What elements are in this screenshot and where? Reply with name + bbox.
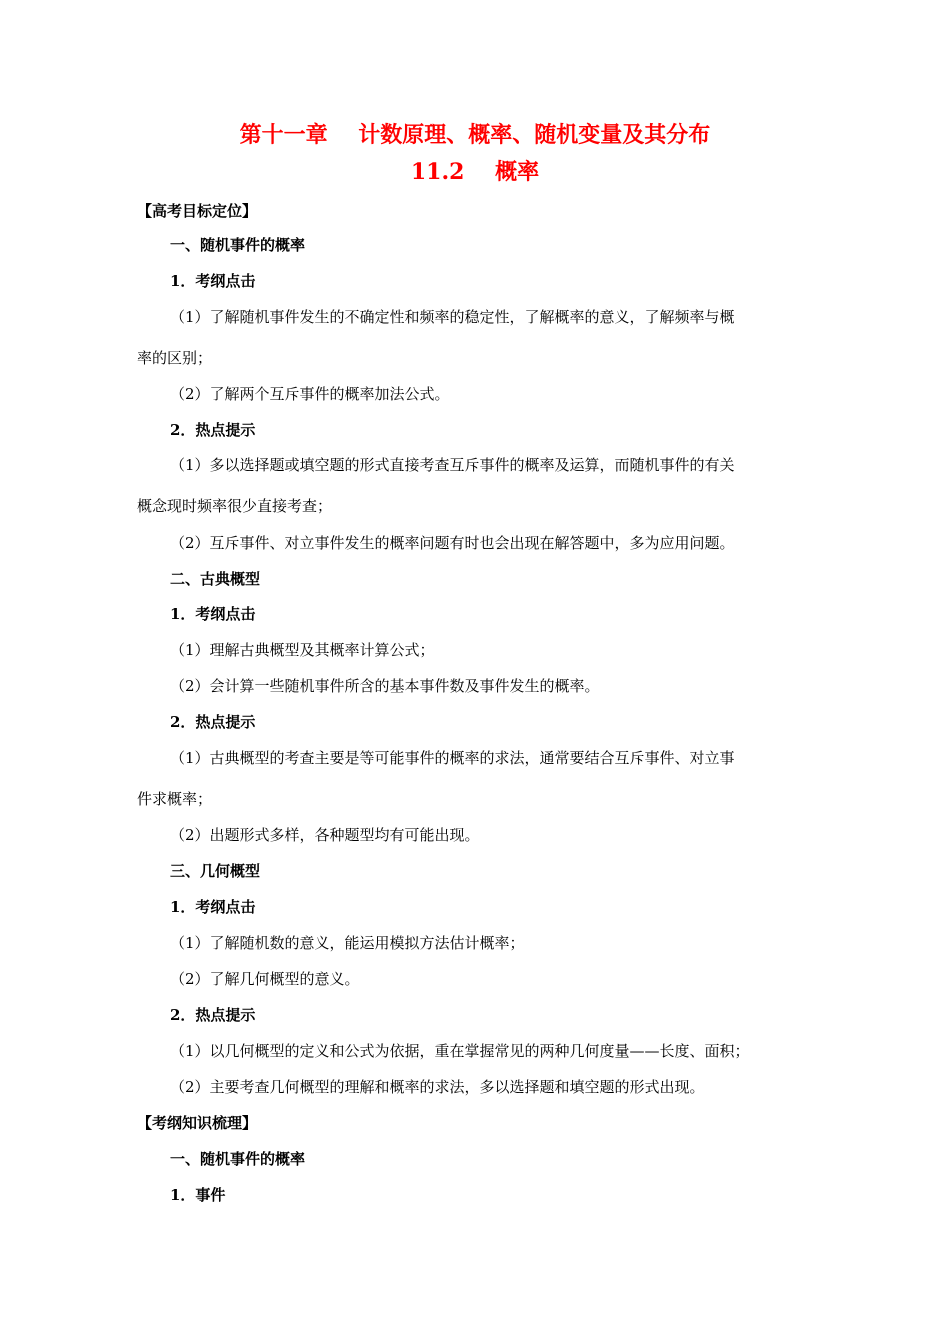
section-heading-classical: 二、古典概型	[170, 570, 261, 588]
section-heading-random-events: 一、随机事件的概率	[170, 1150, 306, 1168]
subheading-syllabus-points: 1．考纲点击	[170, 898, 256, 916]
paragraph-line: 率的区别；	[137, 349, 213, 367]
subheading-hot-tips: 2．热点提示	[170, 1006, 256, 1024]
paragraph-line: （1）了解随机数的意义，能运用模拟方法估计概率；	[170, 934, 525, 952]
paragraph-line: （2）互斥事件、对立事件发生的概率问题有时也会出现在解答题中，多为应用问题。	[170, 534, 735, 552]
paragraph-line: （2）出题形式多样，各种题型均有可能出现。	[170, 826, 480, 844]
heading-exam-target: 【高考目标定位】	[137, 202, 258, 220]
chapter-title: 第十一章 计数原理、概率、随机变量及其分布	[239, 122, 711, 148]
subheading-events: 1．事件	[170, 1186, 226, 1204]
paragraph-line: （1）了解随机事件发生的不确定性和频率的稳定性，了解概率的意义，了解频率与概	[170, 308, 735, 326]
paragraph-line: （1）理解古典概型及其概率计算公式；	[170, 641, 435, 659]
paragraph-line: （1）古典概型的考查主要是等可能事件的概率的求法，通常要结合互斥事件、对立事	[170, 749, 735, 767]
section-title: 11.2 概率	[410, 159, 540, 185]
subheading-syllabus-points: 1．考纲点击	[170, 272, 256, 290]
paragraph-line: （2）了解几何概型的意义。	[170, 970, 360, 988]
paragraph-line: 概念现时频率很少直接考查；	[137, 497, 333, 515]
paragraph-line: 件求概率；	[137, 790, 213, 808]
heading-knowledge-review: 【考纲知识梳理】	[137, 1114, 258, 1132]
paragraph-line: （2）会计算一些随机事件所含的基本事件数及事件发生的概率。	[170, 677, 600, 695]
subheading-hot-tips: 2．热点提示	[170, 713, 256, 731]
paragraph-line: （2）了解两个互斥事件的概率加法公式。	[170, 385, 450, 403]
paragraph-line: （1）以几何概型的定义和公式为依据，重在掌握常见的两种几何度量——长度、面积；	[170, 1042, 750, 1060]
paragraph-line: （1）多以选择题或填空题的形式直接考查互斥事件的概率及运算，而随机事件的有关	[170, 456, 735, 474]
section-heading-geometric: 三、几何概型	[170, 862, 261, 880]
paragraph-line: （2）主要考查几何概型的理解和概率的求法，多以选择题和填空题的形式出现。	[170, 1078, 705, 1096]
section-heading-random-events: 一、随机事件的概率	[170, 236, 306, 254]
subheading-hot-tips: 2．热点提示	[170, 421, 256, 439]
subheading-syllabus-points: 1．考纲点击	[170, 605, 256, 623]
